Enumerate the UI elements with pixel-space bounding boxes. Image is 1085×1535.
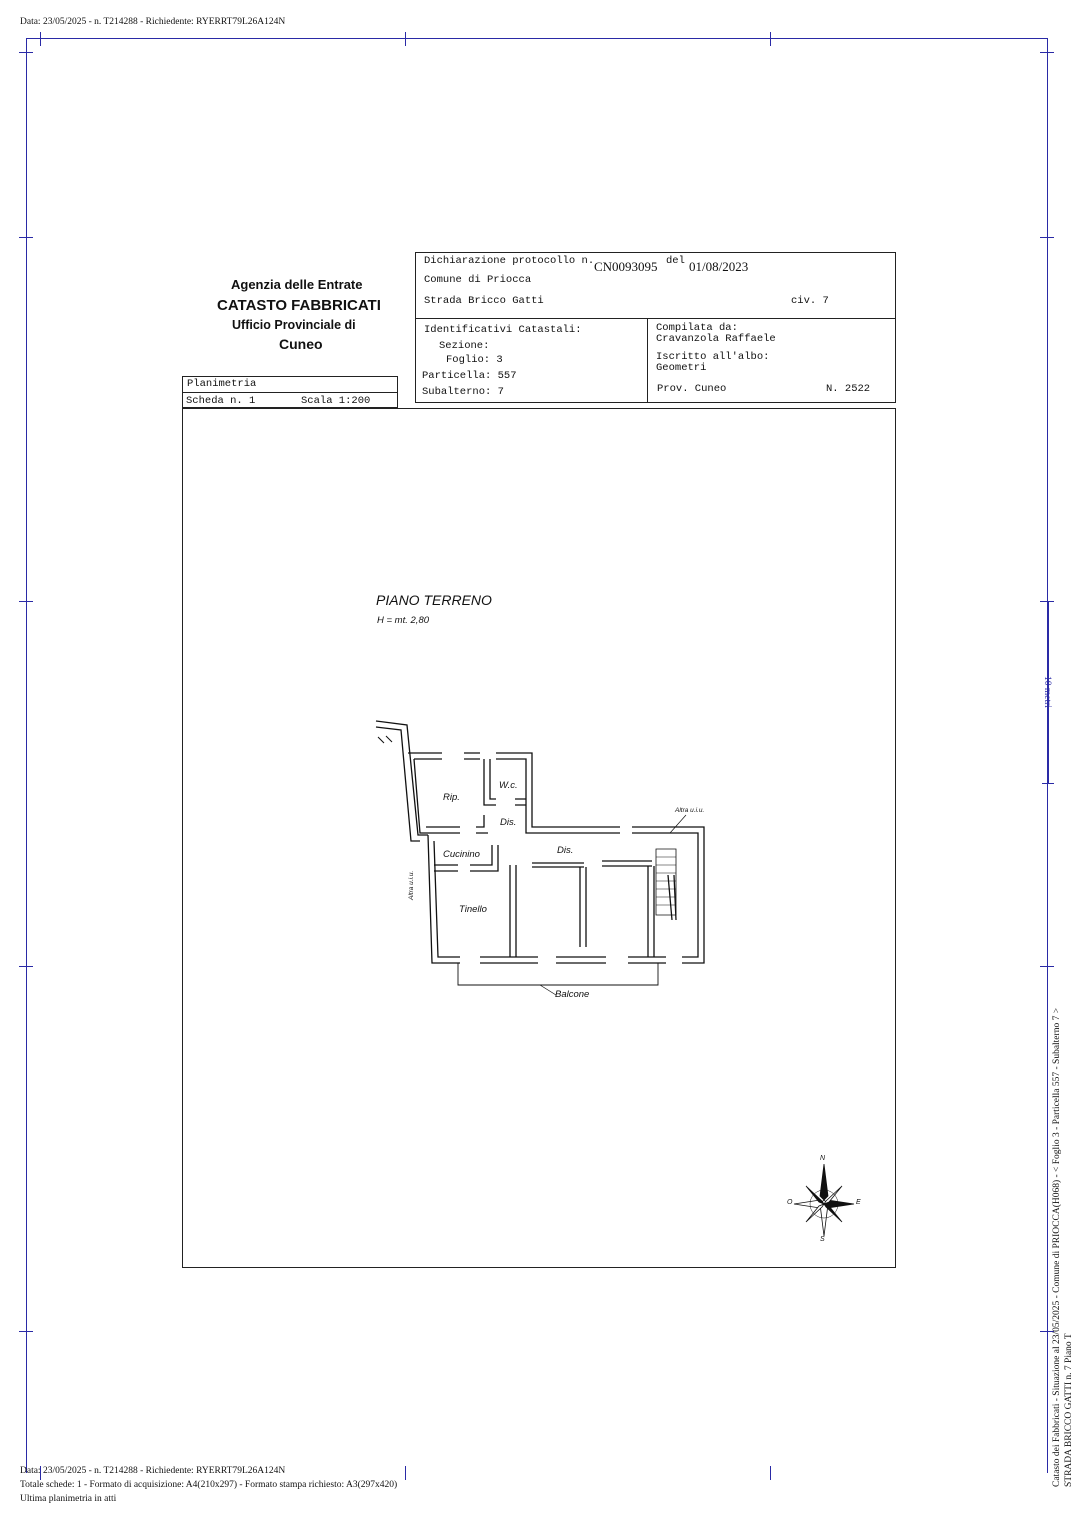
albo-number: N. 2522 (826, 383, 871, 395)
compilata-label: Compilata da: (656, 322, 738, 334)
compass-s: S (820, 1236, 825, 1243)
room-wc: W.c. (499, 780, 518, 791)
sezione: Sezione: (439, 340, 490, 352)
room-tinello: Tinello (459, 904, 487, 915)
scheda-number: Scheda n. 1 (186, 395, 256, 407)
particella: Particella: 557 (422, 370, 517, 382)
floor-plan-drawing (370, 715, 740, 1010)
footer-format-info: Totale schede: 1 - Formato di acquisizione: A4(210x297) - Formato stampa richiesto: A3(297x420) (20, 1480, 398, 1490)
compass-e: E (856, 1199, 861, 1206)
del-label: del (666, 255, 685, 267)
agency-office: Ufficio Provinciale di (232, 318, 356, 332)
plan-height: H = mt. 2,80 (377, 615, 430, 626)
compass-o: O (787, 1199, 793, 1206)
agency-city: Cuneo (279, 336, 323, 352)
iscritto-label: Iscritto all'albo: (656, 351, 770, 363)
side-address-info: STRADA BRICCO GATTI n. 7 Piano T (1064, 1333, 1074, 1487)
plan-title: PIANO TERRENO (376, 592, 492, 608)
footer-request-info: Data: 23/05/2025 - n. T214288 - Richiedente: RYERRT79L26A124N (20, 1466, 286, 1476)
comune-label: Comune di Priocca (424, 274, 532, 286)
agency-department: CATASTO FABBRICATI (217, 297, 381, 314)
street-label: Strada Bricco Gatti (424, 295, 544, 307)
room-disimpegno-2: Dis. (557, 845, 574, 856)
planimetria-title: Planimetria (187, 378, 257, 390)
header-request-info: Data: 23/05/2025 - n. T214288 - Richiedente: RYERRT79L26A124N (20, 17, 286, 27)
province: Prov. Cuneo (657, 383, 727, 395)
foglio: Foglio: 3 (446, 354, 503, 366)
scale: Scala 1:200 (301, 395, 371, 407)
protocol-label: Dichiarazione protocollo n. (424, 255, 595, 267)
room-balcone: Balcone (555, 989, 590, 1000)
adjacent-unit-label-left: Altra u.i.u. (408, 870, 415, 900)
compilata-name: Cravanzola Raffaele (656, 333, 776, 345)
civic-number: civ. 7 (791, 295, 829, 307)
room-cucinino: Cucinino (443, 849, 480, 860)
footer-last-plan: Ultima planimetria in atti (20, 1494, 117, 1504)
adjacent-unit-label-top: Altra u.i.u. (675, 807, 705, 814)
albo-value: Geometri (656, 362, 707, 374)
room-ripostiglio: Rip. (443, 792, 460, 803)
declaration-date: 01/08/2023 (689, 259, 749, 274)
side-cadastral-info: Catasto dei Fabbricati - Situazione al 23/05/2025 - Comune di PRIOCCA(H068) - < Foglio 3 - Particella 557 - Subalterno 7 > (1052, 1007, 1062, 1487)
scale-bar-label: 10 metri (1042, 676, 1052, 708)
room-disimpegno-1: Dis. (500, 817, 517, 828)
agency-name: Agenzia delle Entrate (231, 277, 363, 292)
subalterno: Subalterno: 7 (422, 386, 504, 398)
protocol-number: CN0093095 (594, 259, 658, 274)
compass-n: N (820, 1155, 826, 1162)
identificativi-title: Identificativi Catastali: (424, 324, 582, 336)
north-compass (786, 1156, 862, 1242)
